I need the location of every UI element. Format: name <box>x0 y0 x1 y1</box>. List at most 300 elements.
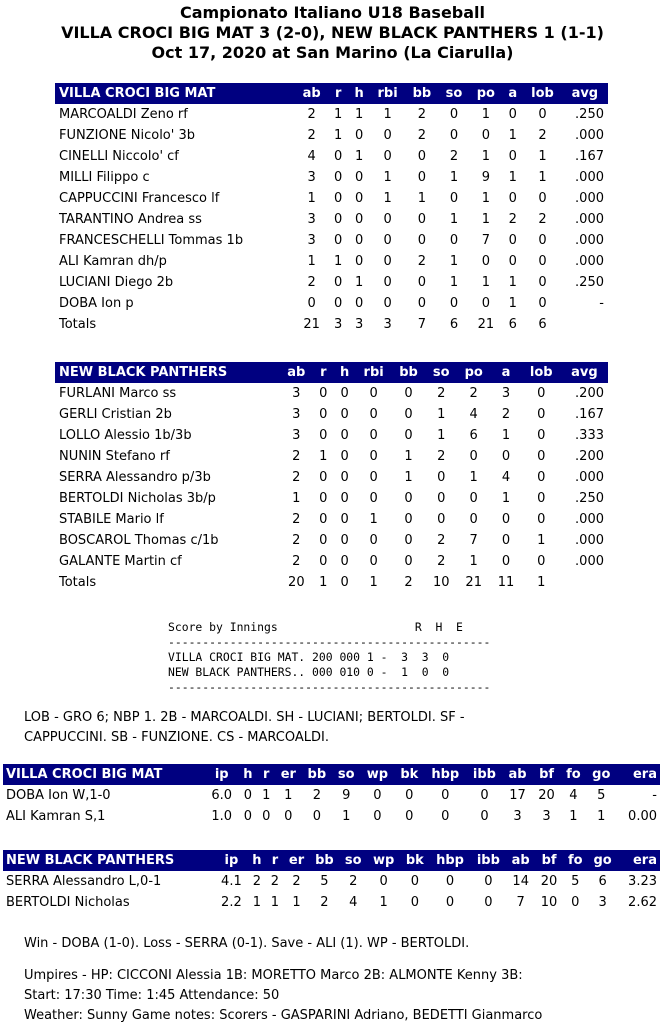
stat-bb: 2 <box>417 128 427 143</box>
stat-h: 0 <box>355 128 364 143</box>
column-header-ip: ip <box>215 850 247 871</box>
stat-bb: 0 <box>417 149 427 164</box>
column-header-avg: avg <box>561 362 608 383</box>
column-header-h: h <box>248 850 267 871</box>
column-header-po: po <box>469 83 502 104</box>
stat-ab: 2 <box>292 449 301 464</box>
stat-bb: 1 <box>404 449 413 464</box>
total-po: 21 <box>465 575 482 590</box>
stat-avg: .000 <box>575 233 604 248</box>
stat-h: 0 <box>355 296 364 311</box>
stat-so: 0 <box>437 491 446 506</box>
column-header-lob: lob <box>522 362 561 383</box>
stat-lob: 1 <box>538 170 547 185</box>
stat-h: 0 <box>340 554 349 569</box>
total-rbi: 3 <box>383 317 392 332</box>
stat-rbi: 1 <box>369 512 378 527</box>
column-header-r: r <box>328 83 348 104</box>
stat-rbi: 0 <box>383 149 392 164</box>
stat-so: 1 <box>449 254 459 269</box>
stat-lob: 0 <box>538 191 547 206</box>
column-header-bf: bf <box>535 850 562 871</box>
batter-row <box>55 551 608 572</box>
column-header-a: a <box>502 83 523 104</box>
villa-batting-header <box>55 83 608 104</box>
stat-h: 0 <box>340 449 349 464</box>
stat-po: 1 <box>469 470 478 485</box>
stat-a: 1 <box>508 296 517 311</box>
batter-row <box>55 146 608 167</box>
stat-era: 3.23 <box>628 874 657 889</box>
stat-lob: 2 <box>538 212 547 227</box>
stat-lob: 0 <box>537 554 546 569</box>
stat-ab: 3 <box>307 212 316 227</box>
column-header-so: so <box>439 83 470 104</box>
stat-ab: 3 <box>307 233 316 248</box>
stat-po: 7 <box>469 533 478 548</box>
stat-go: 5 <box>597 788 606 803</box>
stat-po: 0 <box>469 491 478 506</box>
column-header-bb: bb <box>302 764 333 785</box>
stat-r: 0 <box>262 809 271 824</box>
stat-so: 1 <box>449 275 459 290</box>
total-a: 11 <box>497 575 515 590</box>
stat-h: 0 <box>355 212 364 227</box>
stat-avg: .000 <box>575 254 604 269</box>
batter-row <box>55 293 608 314</box>
stat-era: 2.62 <box>628 895 657 910</box>
stat-avg: .167 <box>575 149 604 164</box>
column-header-h: h <box>334 362 356 383</box>
stat-a: 3 <box>501 386 511 401</box>
stat-ab: 3 <box>292 428 301 443</box>
stat-r: 1 <box>270 895 280 910</box>
linescore-row-panthers: NEW BLACK PANTHERS.. 000 010 0 - 1 0 0 <box>168 665 450 679</box>
stat-r: 1 <box>334 107 343 122</box>
stat-so: 2 <box>437 449 446 464</box>
column-header-r: r <box>266 850 283 871</box>
player-name: CAPPUCCINI Francesco lf <box>59 191 220 206</box>
stat-r: 1 <box>334 254 343 269</box>
column-header-bk: bk <box>394 764 424 785</box>
stat-a: 0 <box>501 449 511 464</box>
stat-avg: .000 <box>575 128 604 143</box>
stat-lob: 0 <box>538 254 547 269</box>
totals-label: Totals <box>59 317 97 332</box>
stat-ip: 6.0 <box>211 788 233 803</box>
stat-hbp: 0 <box>441 809 450 824</box>
stat-lob: 2 <box>538 128 547 143</box>
stat-lob: 0 <box>538 296 547 311</box>
panthers-batting-table <box>55 362 608 593</box>
stat-a: 2 <box>508 212 517 227</box>
notes-line: LOB - GRO 6; NBP 1. 2B - MARCOALDI. SH - LUCIANI; BERTOLDI. SF - <box>24 710 465 725</box>
stat-avg: - <box>599 296 604 311</box>
pitcher-row <box>3 871 660 892</box>
column-header-er: er <box>284 850 310 871</box>
stat-a: 2 <box>501 407 511 422</box>
stat-h: 1 <box>355 149 364 164</box>
stat-rbi: 0 <box>383 275 392 290</box>
stat-wp: 0 <box>379 874 388 889</box>
start-time-attendance: Start: 17:30 Time: 1:45 Attendance: 50 <box>24 988 280 1003</box>
stat-so: 2 <box>437 533 446 548</box>
batter-row <box>55 383 608 404</box>
player-name: MILLI Filippo c <box>59 170 150 185</box>
game-notes <box>24 708 465 748</box>
stat-r: 0 <box>319 407 328 422</box>
stat-wp: 0 <box>373 788 382 803</box>
stat-fo: 5 <box>571 874 580 889</box>
stat-rbi: 0 <box>369 386 378 401</box>
batter-row <box>55 125 608 146</box>
stat-ip: 1.0 <box>211 809 233 824</box>
stat-bb: 0 <box>404 491 413 506</box>
stat-avg: .000 <box>575 533 604 548</box>
column-header-bf: bf <box>533 764 561 785</box>
stat-bk: 0 <box>405 809 414 824</box>
stat-avg: .200 <box>575 386 604 401</box>
stat-fo: 4 <box>569 788 578 803</box>
panthers-batting-header <box>55 362 608 383</box>
player-name: NUNIN Stefano rf <box>59 449 170 464</box>
stat-rbi: 0 <box>369 491 378 506</box>
batter-row <box>55 467 608 488</box>
stat-ab: 2 <box>292 470 301 485</box>
column-header-ab: ab <box>280 362 313 383</box>
stat-lob: 0 <box>537 491 546 506</box>
column-header-go: go <box>588 850 618 871</box>
stat-bb: 0 <box>312 809 321 824</box>
stat-wp: 1 <box>379 895 388 910</box>
stat-po: 6 <box>469 428 478 443</box>
stat-ip: 4.1 <box>221 874 242 889</box>
column-header-bb: bb <box>309 850 339 871</box>
stat-so: 1 <box>437 407 446 422</box>
column-header-ab: ab <box>295 83 328 104</box>
stat-so: 0 <box>449 107 459 122</box>
stat-rbi: 0 <box>383 254 392 269</box>
column-header-ab: ab <box>506 850 535 871</box>
stat-so: 1 <box>449 212 459 227</box>
team-name: VILLA CROCI BIG MAT <box>55 83 295 104</box>
linescore-row-villa: VILLA CROCI BIG MAT. 200 000 1 - 3 3 0 <box>168 650 450 664</box>
column-header-era: era <box>617 850 660 871</box>
stat-bb: 0 <box>404 512 413 527</box>
league-title: Campionato Italiano U18 Baseball <box>179 3 486 22</box>
total-ab: 20 <box>288 575 305 590</box>
stat-h: 2 <box>252 874 262 889</box>
total-ab: 21 <box>303 317 320 332</box>
stat-po: 0 <box>469 512 478 527</box>
stat-avg: .000 <box>575 554 604 569</box>
stat-avg: .250 <box>575 491 604 506</box>
stat-avg: .000 <box>575 170 604 185</box>
column-header-go: go <box>586 764 616 785</box>
stat-h: 0 <box>340 512 349 527</box>
stat-ab: 4 <box>307 149 316 164</box>
stat-so: 0 <box>449 191 459 206</box>
column-header-rbi: rbi <box>370 83 405 104</box>
stat-ab: 2 <box>292 512 301 527</box>
stat-avg: .000 <box>575 470 604 485</box>
stat-ab: 1 <box>307 191 316 206</box>
column-header-r: r <box>313 362 334 383</box>
stat-lob: 0 <box>538 107 547 122</box>
pitcher-name: DOBA Ion W,1-0 <box>6 788 111 803</box>
stat-r: 0 <box>334 212 343 227</box>
stat-ab: 3 <box>292 407 301 422</box>
stat-rbi: 0 <box>369 407 378 422</box>
stat-a: 0 <box>501 512 511 527</box>
column-header-bb: bb <box>392 362 426 383</box>
stat-ab: 3 <box>513 809 522 824</box>
column-header-ab: ab <box>503 764 533 785</box>
stat-er: 2 <box>292 874 301 889</box>
stat-po: 1 <box>481 149 490 164</box>
player-name: TARANTINO Andrea ss <box>59 212 202 227</box>
stat-ibb: 0 <box>480 788 489 803</box>
total-r: 3 <box>334 317 343 332</box>
batter-row <box>55 230 608 251</box>
column-header-er: er <box>275 764 301 785</box>
stat-r: 0 <box>319 386 328 401</box>
total-r: 1 <box>319 575 328 590</box>
stat-so: 4 <box>349 895 358 910</box>
stat-lob: 1 <box>538 149 547 164</box>
stat-avg: .000 <box>575 512 604 527</box>
stat-bk: 0 <box>410 895 419 910</box>
stat-r: 0 <box>334 296 343 311</box>
stat-so: 2 <box>437 554 446 569</box>
column-header-wp: wp <box>367 850 400 871</box>
stat-rbi: 0 <box>369 449 378 464</box>
stat-h: 0 <box>340 386 349 401</box>
stat-a: 0 <box>508 191 517 206</box>
stat-rbi: 0 <box>383 233 392 248</box>
player-name: FUNZIONE Nicolo' 3b <box>59 128 195 143</box>
stat-h: 1 <box>252 895 262 910</box>
stat-hbp: 0 <box>441 788 450 803</box>
stat-a: 1 <box>508 128 517 143</box>
stat-lob: 0 <box>537 449 546 464</box>
linescore-separator: ----------------------------------------------- <box>168 635 491 649</box>
column-header-bb: bb <box>405 83 438 104</box>
stat-a: 0 <box>508 233 517 248</box>
weather-notes: Weather: Sunny Game notes: Scorers - GASPARINI Adriano, BEDETTI Gianmarco <box>24 1008 543 1023</box>
stat-bb: 0 <box>417 296 427 311</box>
player-name: FRANCESCHELLI Tommas 1b <box>59 233 244 248</box>
stat-ab: 0 <box>307 296 316 311</box>
stat-bf: 20 <box>540 874 558 889</box>
stat-er: 1 <box>284 788 293 803</box>
stat-hbp: 0 <box>445 895 455 910</box>
stat-po: 7 <box>481 233 490 248</box>
stat-a: 1 <box>508 275 517 290</box>
stat-hbp: 0 <box>445 874 455 889</box>
stat-so: 2 <box>449 149 459 164</box>
stat-po: 0 <box>481 254 490 269</box>
stat-era: 0.00 <box>628 809 657 824</box>
stat-era: - <box>652 788 657 803</box>
stat-so: 2 <box>349 874 358 889</box>
player-name: BOSCAROL Thomas c/1b <box>59 533 219 548</box>
stat-bf: 3 <box>542 809 551 824</box>
stat-lob: 1 <box>537 533 546 548</box>
player-name: GALANTE Martin cf <box>59 554 182 569</box>
stat-ip: 2.2 <box>221 895 242 910</box>
pitcher-name: ALI Kamran S,1 <box>6 809 106 824</box>
stat-po: 1 <box>481 275 490 290</box>
column-header-avg: avg <box>562 83 608 104</box>
stat-lob: 0 <box>537 428 546 443</box>
game-header <box>0 3 665 63</box>
stat-ibb: 0 <box>484 895 493 910</box>
panthers-pitching-table <box>3 850 660 913</box>
stat-ab: 2 <box>307 107 316 122</box>
total-avg <box>561 572 608 593</box>
stat-avg: .250 <box>575 107 604 122</box>
stat-h: 0 <box>340 407 349 422</box>
notes-line: CAPPUCCINI. SB - FUNZIONE. CS - MARCOALDI. <box>24 730 329 745</box>
stat-ab: 2 <box>307 275 316 290</box>
stat-h: 0 <box>355 233 364 248</box>
linescore-title: Score by Innings R H E <box>168 620 463 634</box>
totals-label: Totals <box>59 575 97 590</box>
stat-ibb: 0 <box>480 809 489 824</box>
umpires: Umpires - HP: CICCONI Alessia 1B: MORETTO Marco 2B: ALMONTE Kenny 3B: <box>24 968 523 983</box>
column-header-hbp: hbp <box>429 850 470 871</box>
batter-row <box>55 188 608 209</box>
stat-bb: 0 <box>404 386 413 401</box>
stat-bb: 0 <box>404 407 413 422</box>
stat-rbi: 1 <box>383 191 392 206</box>
villa-pitching-header <box>3 764 660 785</box>
stat-r: 0 <box>334 191 343 206</box>
player-name: STABILE Mario lf <box>59 512 164 527</box>
stat-go: 6 <box>598 874 607 889</box>
stat-go: 3 <box>598 895 607 910</box>
linescore <box>168 620 490 695</box>
batter-row <box>55 509 608 530</box>
stat-a: 0 <box>501 554 511 569</box>
stat-so: 0 <box>449 128 459 143</box>
stat-lob: 0 <box>537 407 546 422</box>
batter-row <box>55 530 608 551</box>
stat-rbi: 0 <box>383 212 392 227</box>
stat-ibb: 0 <box>484 874 493 889</box>
stat-h: 1 <box>355 107 364 122</box>
stat-wp: 0 <box>373 809 382 824</box>
stat-h: 0 <box>243 788 252 803</box>
pitcher-row <box>3 892 660 913</box>
stat-r: 0 <box>319 512 328 527</box>
stat-avg: .000 <box>575 191 604 206</box>
batter-row <box>55 425 608 446</box>
player-name: FURLANI Marco ss <box>59 386 177 401</box>
stat-ab: 14 <box>512 874 529 889</box>
total-lob: 6 <box>538 317 547 332</box>
stat-r: 1 <box>262 788 271 803</box>
batter-row <box>55 488 608 509</box>
stat-lob: 0 <box>538 275 547 290</box>
total-avg <box>562 314 608 335</box>
stat-ab: 3 <box>307 170 316 185</box>
villa-pitching-table <box>3 764 660 827</box>
game-date-location: Oct 17, 2020 at San Marino (La Ciarulla) <box>151 43 514 62</box>
total-bb: 2 <box>404 575 413 590</box>
batter-row <box>55 272 608 293</box>
stat-bf: 20 <box>538 788 555 803</box>
column-header-rbi: rbi <box>356 362 392 383</box>
stat-avg: .000 <box>575 212 604 227</box>
column-header-wp: wp <box>360 764 394 785</box>
column-header-r: r <box>257 764 275 785</box>
stat-bb: 2 <box>417 107 427 122</box>
batter-row <box>55 251 608 272</box>
total-po: 21 <box>477 317 495 332</box>
stat-er: 1 <box>292 895 301 910</box>
stat-bb: 0 <box>404 533 413 548</box>
player-name: LOLLO Alessio 1b/3b <box>59 428 192 443</box>
stat-lob: 0 <box>537 470 546 485</box>
stat-r: 2 <box>270 874 280 889</box>
stat-h: 1 <box>355 275 364 290</box>
batter-row <box>55 167 608 188</box>
column-header-so: so <box>332 764 360 785</box>
stat-avg: .333 <box>575 428 604 443</box>
stat-a: 0 <box>501 533 511 548</box>
stat-ab: 2 <box>292 533 301 548</box>
stat-bb: 5 <box>320 874 329 889</box>
game-info <box>24 966 542 1026</box>
column-header-ibb: ibb <box>466 764 502 785</box>
stat-rbi: 0 <box>383 296 392 311</box>
total-so: 6 <box>449 317 459 332</box>
player-name: SERRA Alessandro p/3b <box>59 470 211 485</box>
game-score-title: VILLA CROCI BIG MAT 3 (2-0), NEW BLACK PANTHERS 1 (1-1) <box>61 23 604 42</box>
stat-po: 1 <box>481 212 490 227</box>
stat-lob: 0 <box>538 233 547 248</box>
panthers-pitching-header <box>3 850 660 871</box>
stat-lob: 0 <box>537 386 546 401</box>
stat-r: 0 <box>319 533 328 548</box>
team-name: VILLA CROCI BIG MAT <box>3 764 205 785</box>
stat-po: 4 <box>469 407 478 422</box>
column-header-so: so <box>426 362 457 383</box>
stat-so: 2 <box>437 386 446 401</box>
stat-po: 1 <box>481 191 490 206</box>
column-header-h: h <box>348 83 370 104</box>
stat-bb: 0 <box>417 233 427 248</box>
totals-row <box>55 314 608 335</box>
pitcher-name: SERRA Alessandro L,0-1 <box>6 874 162 889</box>
stat-er: 0 <box>284 809 293 824</box>
stat-bb: 2 <box>320 895 329 910</box>
stat-rbi: 0 <box>369 470 378 485</box>
stat-bf: 10 <box>540 895 558 910</box>
stat-r: 0 <box>334 170 343 185</box>
stat-rbi: 1 <box>383 107 392 122</box>
stat-so: 0 <box>449 233 459 248</box>
player-name: GERLI Cristian 2b <box>59 407 172 422</box>
stat-r: 0 <box>334 233 343 248</box>
stat-r: 1 <box>334 128 343 143</box>
stat-r: 0 <box>319 428 328 443</box>
stat-po: 1 <box>469 554 478 569</box>
total-so: 10 <box>432 575 450 590</box>
stat-bb: 0 <box>404 428 413 443</box>
